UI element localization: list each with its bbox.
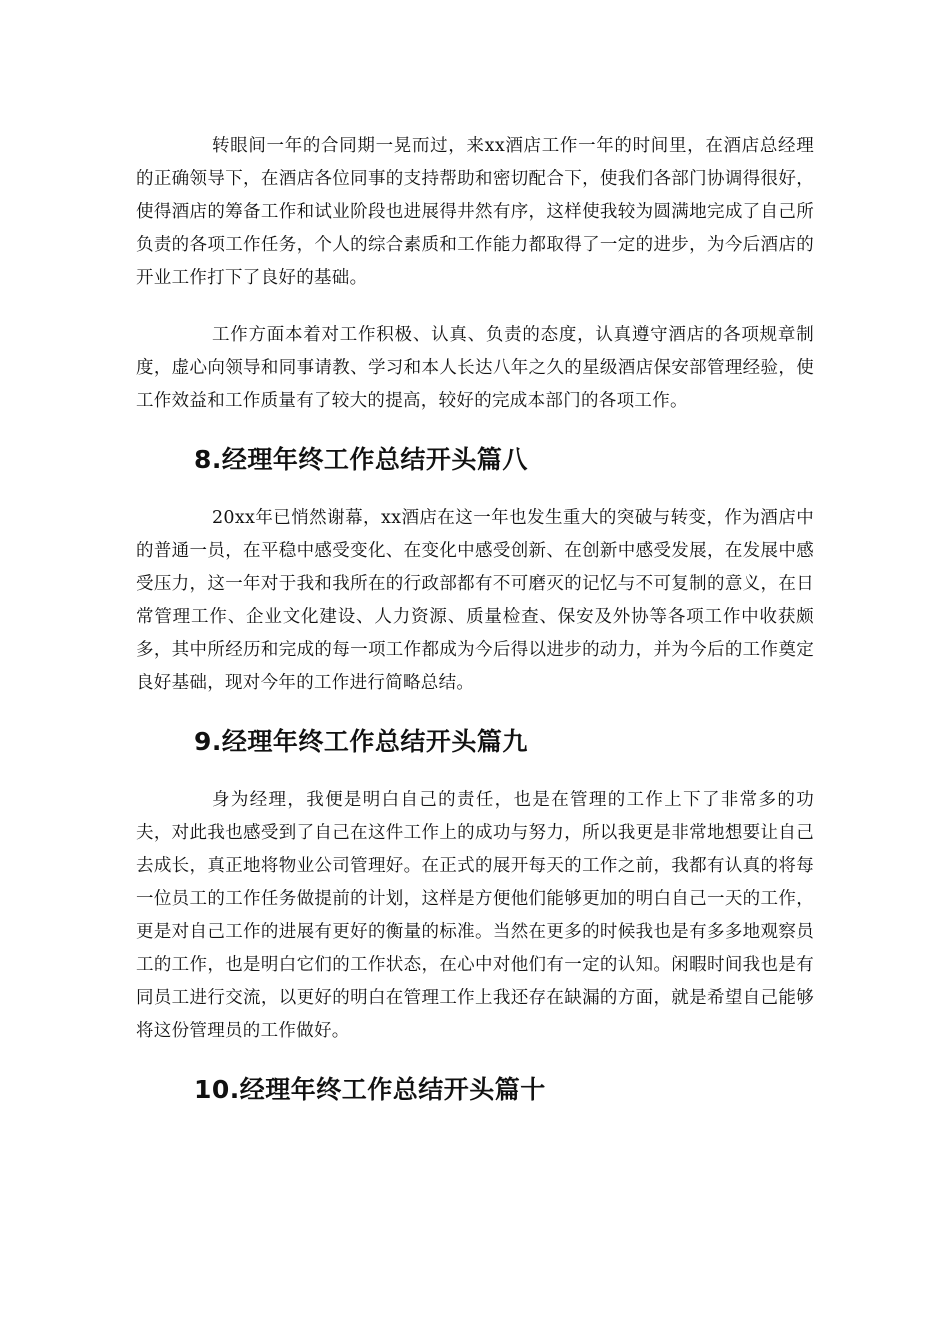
intro-paragraph-2: 工作方面本着对工作积极、认真、负责的态度，认真遵守酒店的各项规章制度，虚心向领导和同事请教、学习和本人长达八年之久的星级酒店保安部管理经验，使工作效益和工作质量有了较大的提高，较好的完成本部门的各项工作。 xyxy=(136,325,814,411)
spacer xyxy=(136,295,814,319)
spacer xyxy=(136,762,814,784)
spacer xyxy=(136,1048,814,1070)
section-heading-9: 9.经理年终工作总结开头篇九 xyxy=(194,727,528,756)
section-paragraph-8: 20xx年已悄然谢幕，xx酒店在这一年也发生重大的突破与转变，作为酒店中的普通一员，在平稳中感受变化、在变化中感受创新、在创新中感受发展，在发展中感受压力，这一年对于我和我所在的行政部都有不可磨灭的记忆与不可复制的意义，在日常管理工作、企业文化建设、人力资源、质量检查、保安及外协等各项工作中收获颇多，其中所经历和完成的每一项工作都成为今后得以进步的动力，并为今后的工作奠定良好基础，现对今年的工作进行简略总结。 xyxy=(136,508,814,693)
spacer xyxy=(136,480,814,502)
spacer xyxy=(136,700,814,722)
document-page xyxy=(136,130,814,1110)
spacer xyxy=(136,418,814,440)
section-paragraph-9: 身为经理，我便是明白自己的责任，也是在管理的工作上下了非常多的功夫，对此我也感受到了自己在这件工作上的成功与努力，所以我更是非常地想要让自己去成长，真正地将物业公司管理好。在正式的展开每天的工作之前，我都有认真的将每一位员工的工作任务做提前的计划，这样是方便他们能够更加的明白自己一天的工作，更是对自己工作的进展有更好的衡量的标准。当然在更多的时候我也是有多多地观察员工的工作，也是明白它们的工作状态，在心中对他们有一定的认知。闲暇时间我也是有同员工进行交流，以更好的明白在管理工作上我还存在缺漏的方面，就是希望自己能够将这份管理员的工作做好。 xyxy=(136,790,814,1041)
section-heading-10: 10.经理年终工作总结开头篇十 xyxy=(194,1075,546,1104)
intro-paragraph-1: 转眼间一年的合同期一晃而过，来xx酒店工作一年的时间里，在酒店总经理的正确领导下，在酒店各位同事的支持帮助和密切配合下，使我们各部门协调得很好，使得酒店的筹备工作和试业阶段也进展得井然有序，这样使我较为圆满地完成了自己所负责的各项工作任务，个人的综合素质和工作能力都取得了一定的进步，为今后酒店的开业工作打下了良好的基础。 xyxy=(136,136,814,288)
section-heading-8: 8.经理年终工作总结开头篇八 xyxy=(194,445,528,474)
